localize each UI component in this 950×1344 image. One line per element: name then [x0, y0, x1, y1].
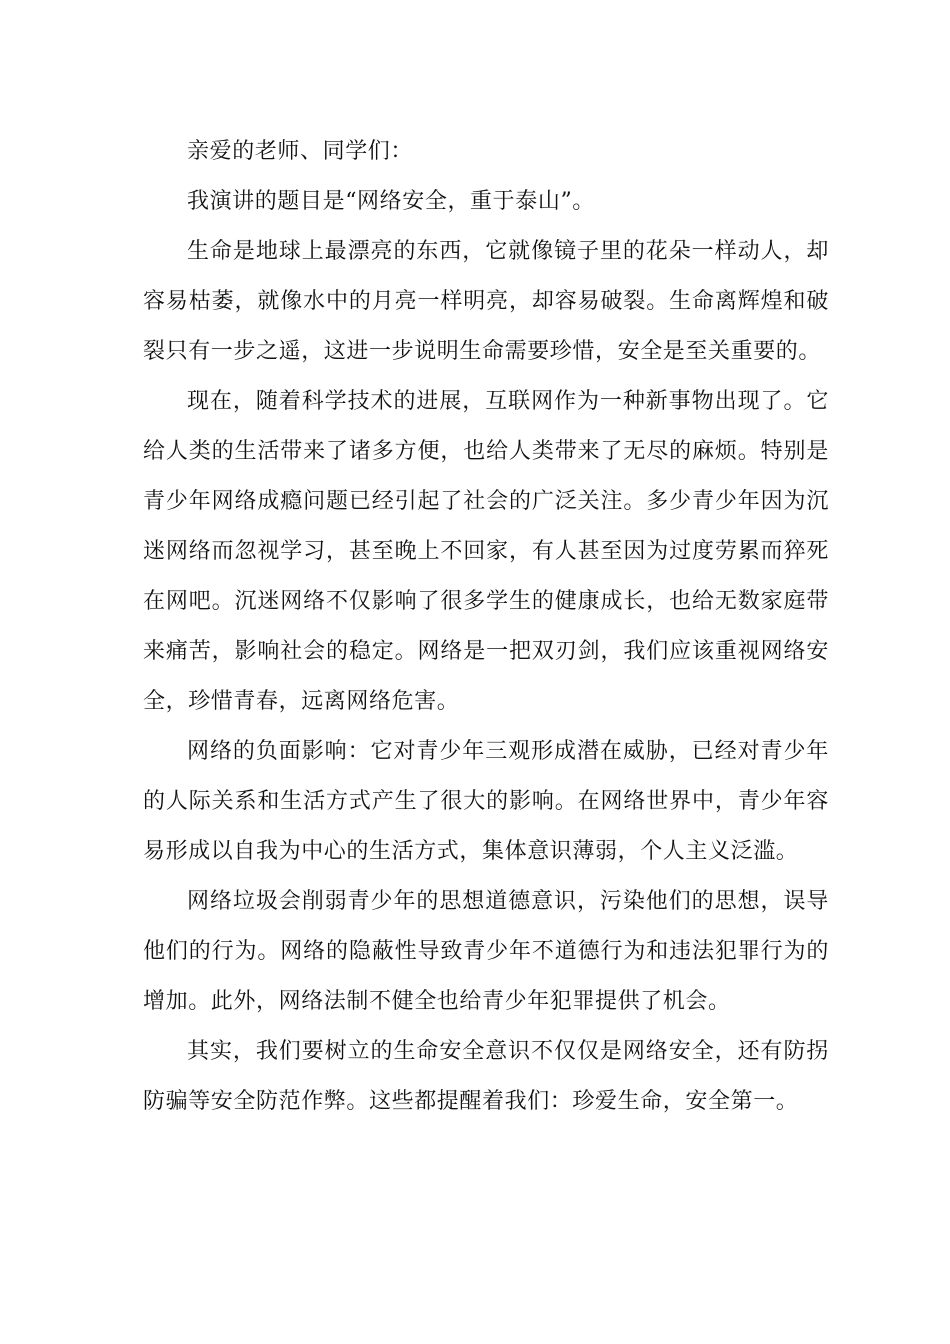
- body-paragraph: 网络的负面影响：它对青少年三观形成潜在威胁，已经对青少年的人际关系和生活方式产生了很大的影响。在网络世界中，青少年容易形成以自我为中心的生活方式，集体意识薄弱，个人主义泛滥。: [143, 739, 829, 864]
- body-paragraph: 现在，随着科学技术的进展，互联网作为一种新事物出现了。它给人类的生活带来了诸多方便，也给人类带来了无尽的麻烦。特别是青少年网络成瘾问题已经引起了社会的广泛关注。多少青少年因为沉迷网络而忽视学习，甚至晚上不回家，有人甚至因为过度劳累而猝死在网吧。沉迷网络不仅影响了很多学生的健康成长，也给无数家庭带来痛苦，影响社会的稳定。网络是一把双刃剑，我们应该重视网络安全，珍惜青春，远离网络危害。: [143, 389, 829, 714]
- salutation-paragraph: 亲爱的老师、同学们：: [187, 139, 414, 164]
- closing-paragraph: 其实，我们要树立的生命安全意识不仅仅是网络安全，还有防拐防骗等安全防范作弊。这些都提醒着我们：珍爱生命，安全第一。: [143, 1039, 829, 1114]
- speech-title-paragraph: 我演讲的题目是“网络安全，重于泰山”。: [187, 189, 595, 214]
- body-paragraph: 生命是地球上最漂亮的东西，它就像镜子里的花朵一样动人，却容易枯萎，就像水中的月亮一样明亮，却容易破裂。生命离辉煌和破裂只有一步之遥，这进一步说明生命需要珍惜，安全是至关重要的。: [143, 239, 829, 364]
- document-body: [143, 127, 829, 1127]
- body-paragraph: 网络垃圾会削弱青少年的思想道德意识，污染他们的思想，误导他们的行为。网络的隐蔽性导致青少年不道德行为和违法犯罪行为的增加。此外，网络法制不健全也给青少年犯罪提供了机会。: [143, 889, 829, 1014]
